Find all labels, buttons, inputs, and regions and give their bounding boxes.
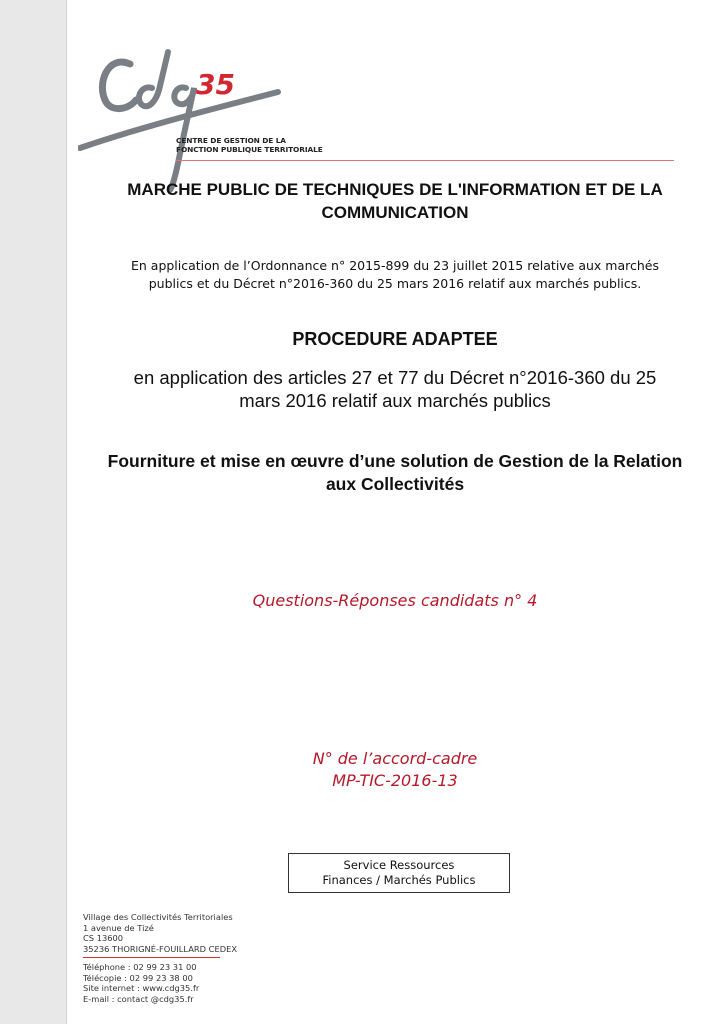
qr-title: Questions-Réponses candidats n° 4 xyxy=(252,591,538,610)
object-line2: aux Collectivités xyxy=(325,474,465,494)
address-rule xyxy=(83,957,220,958)
accord-cadre xyxy=(66,748,724,792)
address-phone: Téléphone : 02 99 23 31 00 xyxy=(83,962,197,972)
address-block xyxy=(83,912,237,1004)
application-line2: publics et du Décret n°2016-360 du 25 mars 2016 relatif aux marchés publics. xyxy=(148,276,642,291)
procedure-line2: mars 2016 relatif aux marchés publics xyxy=(239,390,551,411)
application-note xyxy=(66,257,724,293)
left-margin-band xyxy=(0,0,67,1024)
svg-text:35: 35 xyxy=(196,68,235,101)
address-line2: 1 avenue de Tizé xyxy=(83,922,154,933)
address-fax: Télécopie : 02 99 23 38 00 xyxy=(83,972,193,983)
address-line3: CS 13600 xyxy=(83,933,124,943)
service-box xyxy=(288,853,510,893)
accord-number: MP-TIC-2016-13 xyxy=(332,771,458,790)
address-web: Site internet : www.cdg35.fr xyxy=(83,983,200,993)
header-rule xyxy=(176,160,674,161)
procedure-title: PROCEDURE ADAPTEE xyxy=(292,329,498,349)
service-line2: Finances / Marchés Publics xyxy=(322,873,476,887)
procedure-subtitle xyxy=(66,366,724,412)
object-line1: Fourniture et mise en œuvre d’une solution de Gestion de la Relation xyxy=(107,451,683,471)
contract-object xyxy=(66,450,724,496)
application-line1: En application de l’Ordonnance n° 2015-899 du 23 juillet 2015 relative aux marchés xyxy=(130,258,659,273)
service-line1: Service Ressources xyxy=(343,858,455,872)
procedure-line1: en application des articles 27 et 77 du Décret n°2016-360 du 25 xyxy=(133,367,657,388)
accord-label: N° de l’accord-cadre xyxy=(312,749,478,768)
address-email: E-mail : contact @cdg35.fr xyxy=(83,993,194,1004)
title-line1: MARCHE PUBLIC DE TECHNIQUES DE L'INFORMATION ET DE LA xyxy=(127,180,663,199)
address-line1: Village des Collectivités Territoriales xyxy=(83,912,233,922)
address-line4: 35236 THORIGNÉ-FOUILLARD CEDEX xyxy=(83,943,238,954)
document-title xyxy=(66,178,724,224)
cdg35-logo xyxy=(78,44,338,194)
logo-org-name xyxy=(176,136,323,154)
logo-org-line1: CENTRE DE GESTION DE LA xyxy=(176,136,286,145)
title-line2: COMMUNICATION xyxy=(321,203,469,222)
logo-org-line2: FONCTION PUBLIQUE TERRITORIALE xyxy=(176,145,323,154)
